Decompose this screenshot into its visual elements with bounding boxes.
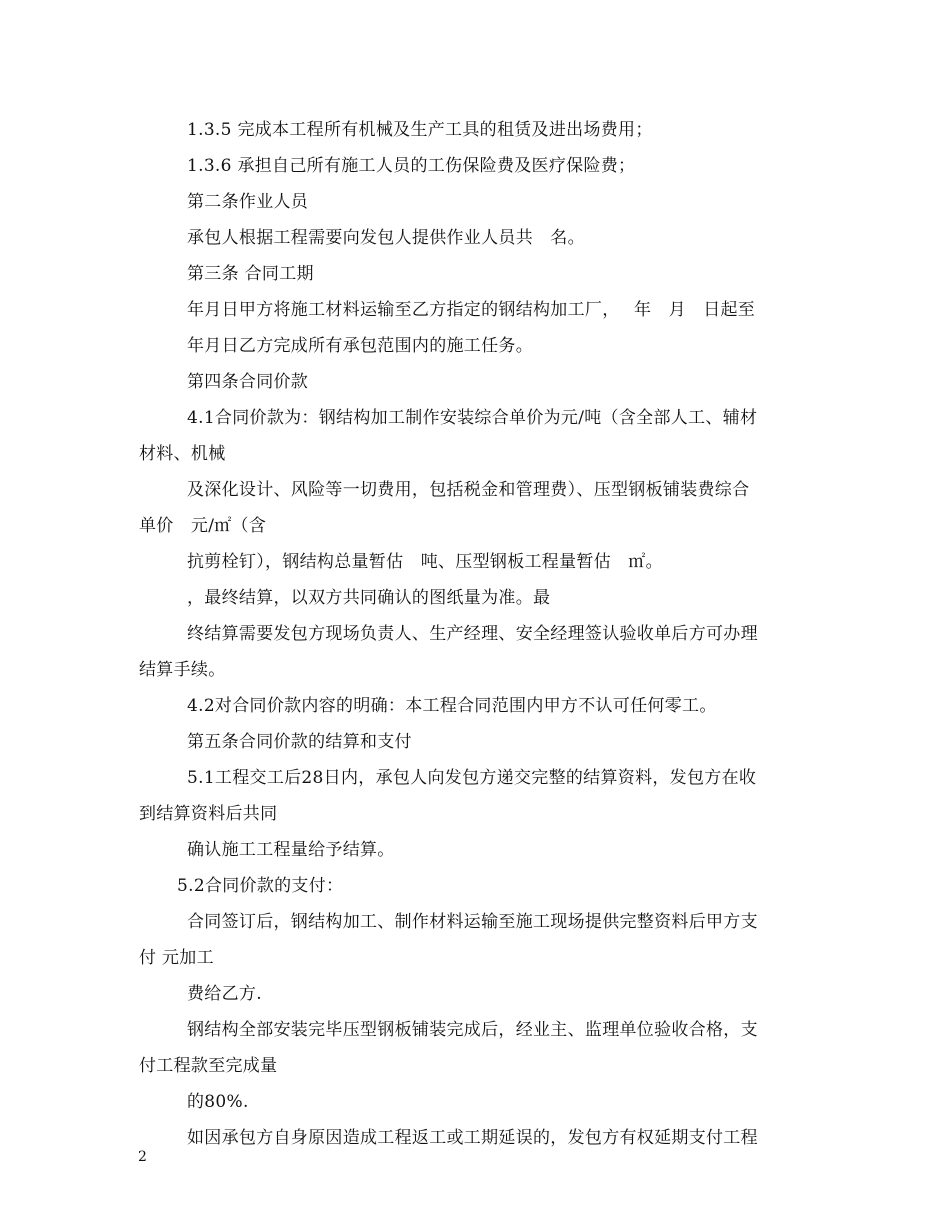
article-3-text-line-2: 年月日乙方完成所有承包范围内的施工任务。 bbox=[187, 336, 533, 356]
clause-5-1-line-1: 5.1工程交工后28日内，承包人向发包方递交完整的结算资料，发包方在收 bbox=[187, 768, 757, 788]
article-4-heading: 第四条合同价款 bbox=[187, 372, 309, 392]
clause-4-2: 4.2对合同价款内容的明确：本工程合同范围内甲方不认可任何零工。 bbox=[187, 696, 717, 716]
clause-5-2-line-1: 合同签订后，钢结构加工、制作材料运输至施工现场提供完整资料后甲方支 bbox=[187, 912, 758, 932]
clause-1-3-6: 1.3.6 承担自己所有施工人员的工伤保险费及医疗保险费； bbox=[187, 156, 636, 176]
clause-5-2-line-6: 的80%. bbox=[187, 1092, 249, 1112]
clause-4-1-line-8: 结算手续。 bbox=[139, 660, 226, 680]
article-2-text: 承包人根据工程需要向发包人提供作业人员共 名。 bbox=[187, 228, 585, 248]
clause-4-1-line-5: 抗剪栓钉），钢结构总量暂估 吨、压型钢板工程量暂估 ㎡。 bbox=[187, 552, 663, 572]
clause-4-1-line-7: 终结算需要发包方现场负责人、生产经理、安全经理签认验收单后方可办理 bbox=[187, 624, 758, 644]
clause-4-1-line-6: ，最终结算，以双方共同确认的图纸量为准。最 bbox=[187, 588, 551, 608]
clause-5-2-line-2: 付 元加工 bbox=[139, 948, 214, 968]
clause-5-2-line-3: 费给乙方. bbox=[187, 984, 262, 1004]
clause-4-1-line-2: 材料、机械 bbox=[139, 444, 226, 464]
article-2-heading: 第二条作业人员 bbox=[187, 192, 309, 212]
clause-4-1-line-4: 单价 元/㎡（含 bbox=[139, 516, 267, 536]
article-3-text-line-1: 年月日甲方将施工材料运输至乙方指定的钢结构加工厂， 年 月 日起至 bbox=[187, 300, 756, 320]
clause-5-1-line-3: 确认施工工程量给予结算。 bbox=[187, 840, 395, 860]
clause-5-2-line-5: 付工程款至完成量 bbox=[139, 1056, 278, 1076]
clause-5-1-line-2: 到结算资料后共同 bbox=[139, 804, 278, 824]
clause-4-1-line-1: 4.1合同价款为：钢结构加工制作安装综合单价为元/吨（含全部人工、辅材 bbox=[187, 408, 758, 428]
clause-5-2-line-4: 钢结构全部安装完毕压型钢板铺装完成后，经业主、监理单位验收合格，支 bbox=[187, 1020, 758, 1040]
clause-1-3-5: 1.3.5 完成本工程所有机械及生产工具的租赁及进出场费用； bbox=[187, 120, 653, 140]
article-3-heading: 第三条 合同工期 bbox=[187, 264, 314, 284]
clause-5-2-heading: 5.2合同价款的支付： bbox=[177, 876, 344, 896]
page-number: 2 bbox=[138, 1149, 147, 1165]
clause-4-1-line-3: 及深化设计、风险等一切费用，包括税金和管理费）、压型钢板铺装费综合 bbox=[187, 480, 750, 500]
clause-5-2-line-7: 如因承包方自身原因造成工程返工或工期延误的，发包方有权延期支付工程 bbox=[187, 1128, 758, 1148]
article-5-heading: 第五条合同价款的结算和支付 bbox=[187, 732, 412, 752]
